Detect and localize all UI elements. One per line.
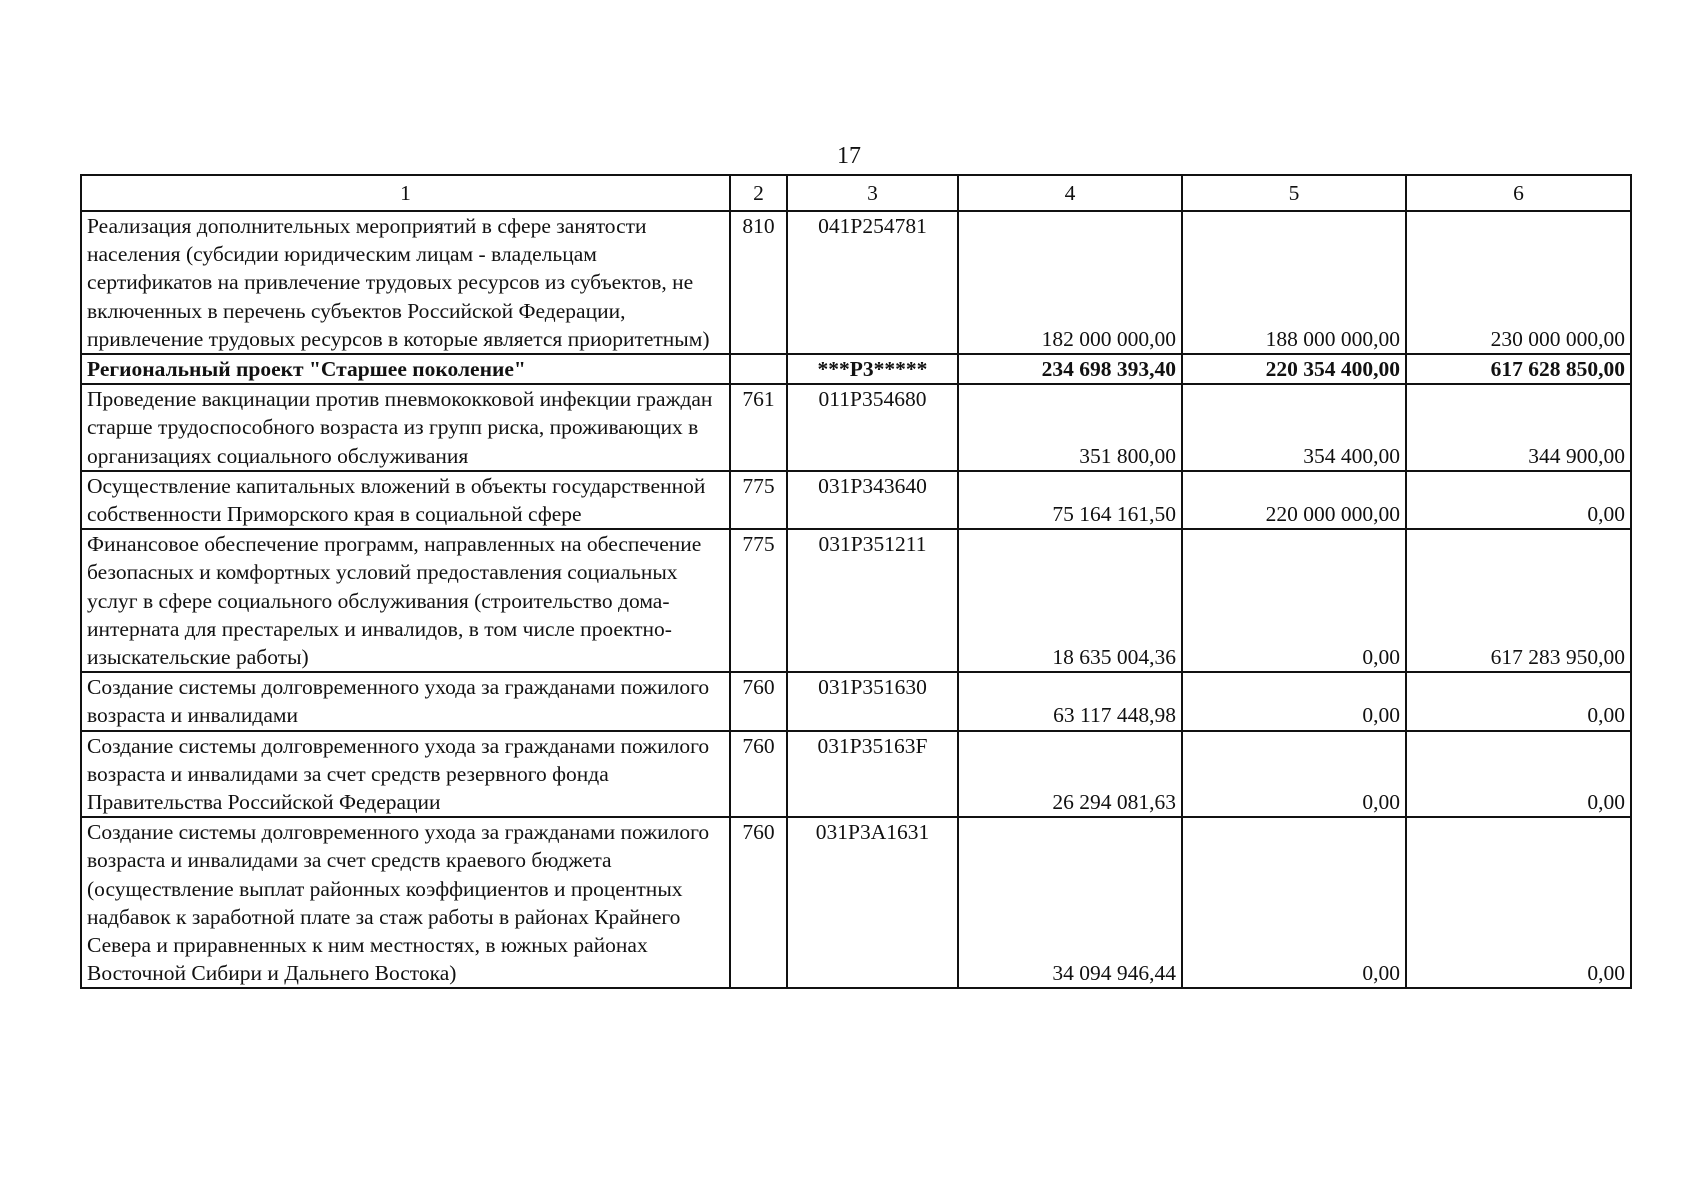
row-value-col4: 26 294 081,63: [958, 731, 1182, 818]
row-csr-cell: 031P35163F: [787, 731, 958, 818]
header-cell-5: 5: [1182, 175, 1406, 211]
row-value-col6: 0,00: [1406, 471, 1631, 529]
row-code-cell: 775: [730, 529, 787, 672]
row-value-col4: 75 164 161,50: [958, 471, 1182, 529]
table-row-section-total: [81, 354, 1631, 384]
row-csr-cell: 031P3A1631: [787, 817, 958, 988]
table-row: [81, 471, 1631, 529]
row-value-col5: 220 000 000,00: [1182, 471, 1406, 529]
row-name-cell: Создание системы долговременного ухода за гражданами пожилого возраста и инвалидами за счет средств краевого бюджета (осуществление выплат районных коэффициентов и процентных надбавок к заработной плате за стаж работы в районах Крайнего Севера и приравненных к ним местностях, в южных районах Восточной Сибири и Дальнего Востока): [81, 817, 730, 988]
row-csr-cell: ***P3*****: [787, 354, 958, 384]
row-value-col5: 0,00: [1182, 672, 1406, 730]
header-cell-3: 3: [787, 175, 958, 211]
row-csr-cell: 011P354680: [787, 384, 958, 471]
header-cell-1: 1: [81, 175, 730, 211]
row-value-col6: 617 283 950,00: [1406, 529, 1631, 672]
row-code-cell: 761: [730, 384, 787, 471]
row-value-col6: 0,00: [1406, 817, 1631, 988]
row-value-col4: 234 698 393,40: [958, 354, 1182, 384]
row-code-cell: 810: [730, 211, 787, 354]
row-name-cell: Создание системы долговременного ухода за гражданами пожилого возраста и инвалидами за счет средств резервного фонда Правительства Российской Федерации: [81, 731, 730, 818]
header-cell-4: 4: [958, 175, 1182, 211]
row-value-col5: 0,00: [1182, 529, 1406, 672]
budget-table: [80, 174, 1632, 989]
row-value-col4: 351 800,00: [958, 384, 1182, 471]
row-name-cell: Осуществление капитальных вложений в объекты государственной собственности Приморского края в социальной сфере: [81, 471, 730, 529]
header-cell-6: 6: [1406, 175, 1631, 211]
table-row: [81, 529, 1631, 672]
table-row: [81, 731, 1631, 818]
table-row: [81, 384, 1631, 471]
row-value-col4: 182 000 000,00: [958, 211, 1182, 354]
row-code-cell: 760: [730, 731, 787, 818]
row-value-col5: 0,00: [1182, 731, 1406, 818]
table-row: [81, 211, 1631, 354]
row-value-col5: 220 354 400,00: [1182, 354, 1406, 384]
row-code-cell: 775: [730, 471, 787, 529]
row-code-cell: 760: [730, 672, 787, 730]
row-code-cell: [730, 354, 787, 384]
row-code-cell: 760: [730, 817, 787, 988]
table-row: [81, 817, 1631, 988]
row-value-col6: 0,00: [1406, 731, 1631, 818]
row-name-cell: Реализация дополнительных мероприятий в сфере занятости населения (субсидии юридическим лицам - владельцам сертификатов на привлечение трудовых ресурсов из субъектов, не включенных в перечень субъектов Российской Федерации, привлечение трудовых ресурсов в которые является приоритетным): [81, 211, 730, 354]
row-value-col6: 617 628 850,00: [1406, 354, 1631, 384]
row-name-cell: Финансовое обеспечение программ, направленных на обеспечение безопасных и комфортных условий предоставления социальных услуг в сфере социального обслуживания (строительство дома-интерната для престарелых и инвалидов, в том числе проектно-изыскательские работы): [81, 529, 730, 672]
header-cell-2: 2: [730, 175, 787, 211]
row-value-col4: 63 117 448,98: [958, 672, 1182, 730]
row-csr-cell: 031P351211: [787, 529, 958, 672]
row-name-cell: Создание системы долговременного ухода за гражданами пожилого возраста и инвалидами: [81, 672, 730, 730]
row-name-cell: Проведение вакцинации против пневмококковой инфекции граждан старше трудоспособного возраста из групп риска, проживающих в организациях социального обслуживания: [81, 384, 730, 471]
row-csr-cell: 031P351630: [787, 672, 958, 730]
row-value-col5: 0,00: [1182, 817, 1406, 988]
row-value-col4: 34 094 946,44: [958, 817, 1182, 988]
row-value-col5: 354 400,00: [1182, 384, 1406, 471]
row-csr-cell: 041P254781: [787, 211, 958, 354]
row-value-col4: 18 635 004,36: [958, 529, 1182, 672]
row-value-col6: 230 000 000,00: [1406, 211, 1631, 354]
header-row: [81, 175, 1631, 211]
page-number: 17: [837, 143, 861, 169]
row-value-col6: 344 900,00: [1406, 384, 1631, 471]
row-csr-cell: 031P343640: [787, 471, 958, 529]
row-value-col6: 0,00: [1406, 672, 1631, 730]
table-row: [81, 672, 1631, 730]
row-name-cell: Региональный проект "Старшее поколение": [81, 354, 730, 384]
row-value-col5: 188 000 000,00: [1182, 211, 1406, 354]
